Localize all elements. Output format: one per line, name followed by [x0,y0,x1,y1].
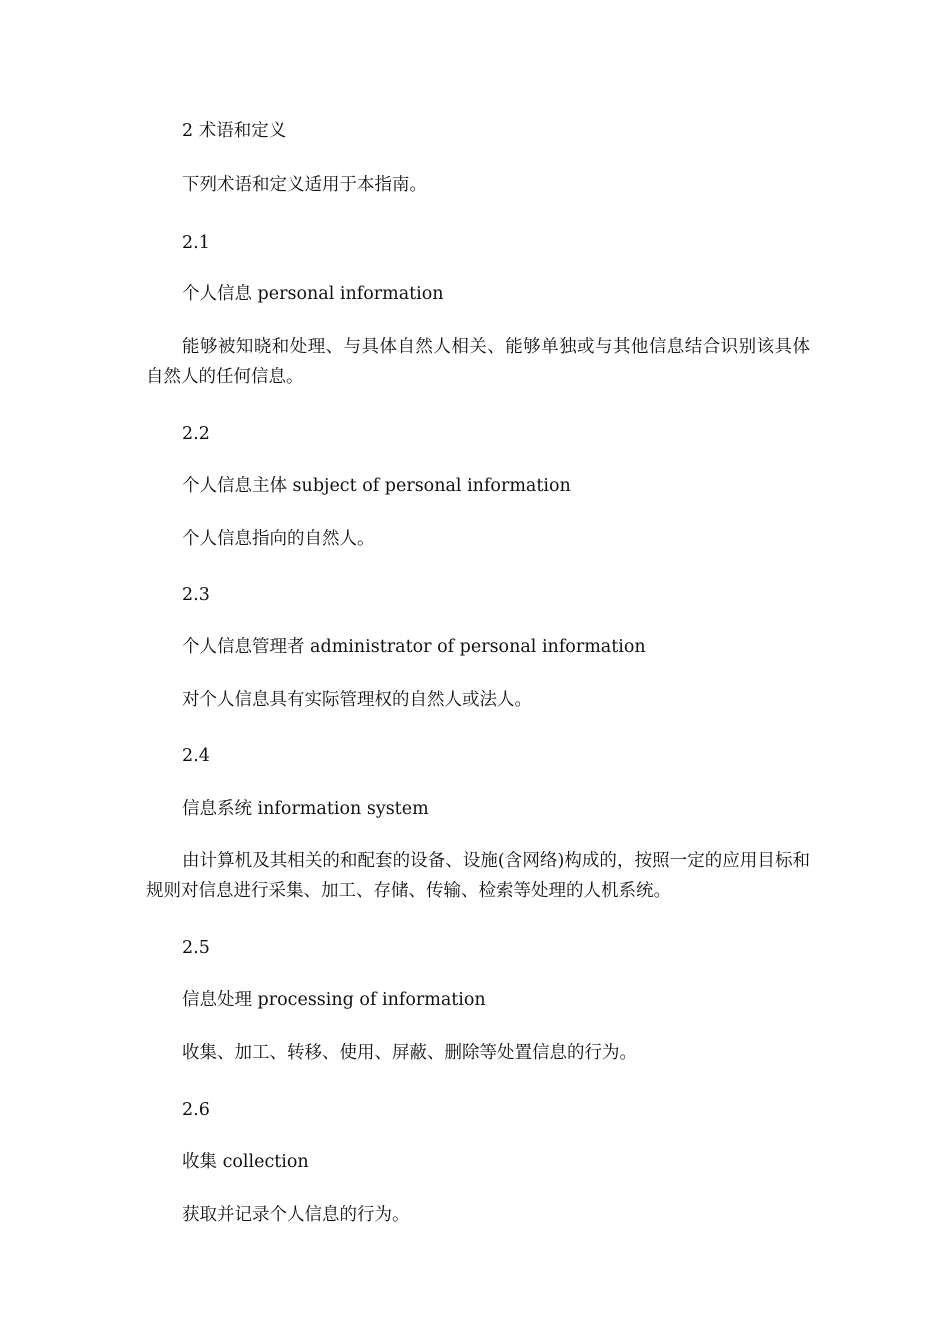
term-number: 2.1 [182,233,210,253]
term-title: 信息处理 processing of information [182,990,486,1010]
term-title: 个人信息管理者 administrator of personal information [182,637,646,657]
term-definition: 能够被知晓和处理、与具体自然人相关、能够单独或与其他信息结合识别该具体自然人的任何信息。 [146,337,810,387]
term-title: 收集 collection [182,1152,309,1172]
term-title: 个人信息 personal information [182,284,444,304]
section-intro: 下列术语和定义适用于本指南。 [182,175,427,195]
term-number: 2.2 [182,424,210,444]
term-number: 2.6 [182,1100,210,1120]
term-definition: 个人信息指向的自然人。 [182,529,375,549]
term-definition: 获取并记录个人信息的行为。 [182,1205,410,1225]
term-number: 2.3 [182,585,210,605]
term-definition: 收集、加工、转移、使用、屏蔽、删除等处置信息的行为。 [182,1043,637,1063]
section-heading: 2 术语和定义 [182,121,287,141]
term-definition: 对个人信息具有实际管理权的自然人或法人。 [182,690,532,710]
term-definition: 由计算机及其相关的和配套的设备、设施(含网络)构成的，按照一定的应用目标和规则对信息进行采集、加工、存储、传输、检索等处理的人机系统。 [146,851,810,901]
term-title: 个人信息主体 subject of personal information [182,476,571,496]
term-number: 2.4 [182,746,210,766]
term-number: 2.5 [182,938,210,958]
term-title: 信息系统 information system [182,799,429,819]
